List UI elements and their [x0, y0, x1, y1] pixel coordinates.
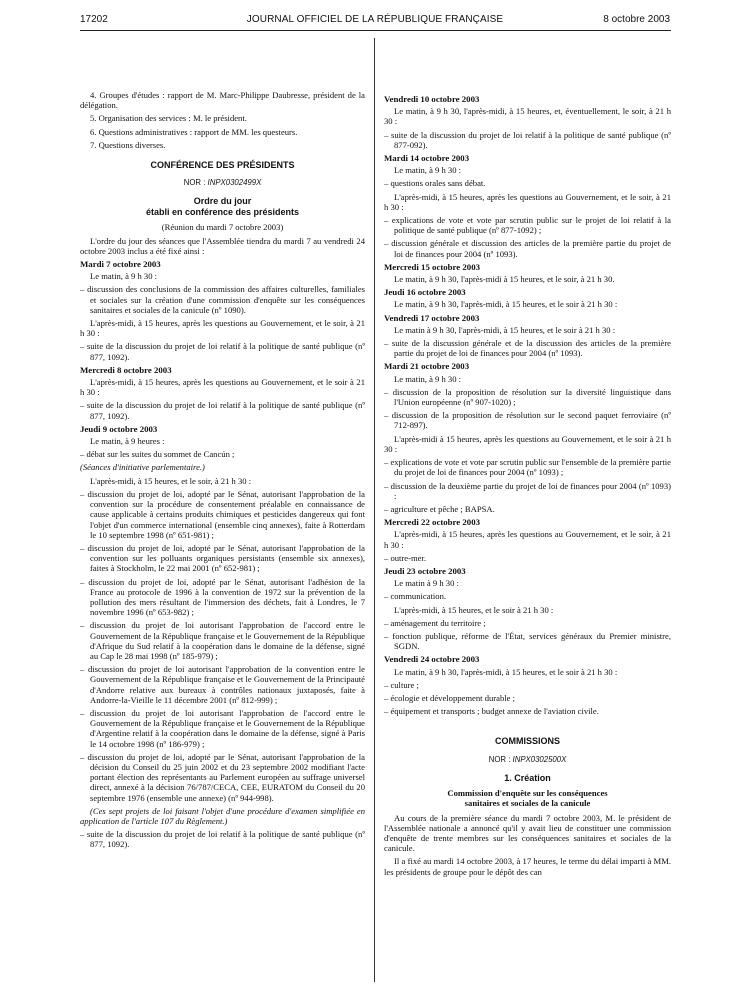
agenda-heading: [80, 196, 365, 217]
nor-code: INPX0302500X: [512, 754, 567, 764]
meeting-date: (Réunion du mardi 7 octobre 2003): [161, 222, 284, 233]
commission-heading: [384, 788, 671, 808]
intro-item: 7. Questions diverses.: [90, 139, 166, 150]
session-time: L'après-midi, à 15 heures, après les questions au Gouvernement, et le soir, à 21 h 30 :: [384, 191, 671, 212]
session-time: L'après-midi, à 15 heures, et le soir à 21 h 30 :: [394, 604, 554, 615]
session-time: L'après-midi, à 15 heures, après les questions au Gouvernement, et le soir à 21 h 30 :: [80, 377, 365, 398]
commission-heading-line1: Commission d'enquête sur les conséquences: [447, 788, 608, 799]
day-heading: Jeudi 16 octobre 2003: [384, 287, 466, 298]
header-rule: [80, 30, 671, 31]
nor-label: NOR :: [183, 178, 208, 188]
agenda-item: – aménagement du territoire ;: [384, 617, 486, 628]
agenda-item: – discussion générale et discussion des articles de la première partie du projet de loi de finances pour 2004 (nº 1093).: [384, 238, 671, 259]
session-time: Le matin à 9 h 30 :: [394, 578, 459, 589]
right-column: [384, 92, 671, 880]
agenda-item: – discussion du projet de loi, adopté par le Sénat, autorisant l'approbation de la convention sur la procédure de consentement préalable en connaissance de cause applicable à certains produits chimiques et pesticides dangereux qui font l'objet d'un commerce international (ensemble cinq annexes), faite à Rotterdam le 10 septembre 1998 (nº 651-981) ;: [80, 488, 365, 540]
session-time: Le matin, à 9 heures :: [90, 436, 165, 447]
session-time: L'après-midi, à 15 heures, après les questions au Gouvernement, et le soir, à 21 h 30 :: [80, 318, 365, 339]
day-heading: Vendredi 24 octobre 2003: [384, 654, 480, 665]
session-time: Le matin, à 9 h 30, l'après-midi, à 15 heures, et le soir à 21 h 30 :: [394, 299, 618, 310]
day-heading: Vendredi 10 octobre 2003: [384, 94, 480, 104]
agenda-item: – discussion de la proposition de résolution sur la diversité linguistique dans l'Union européenne (nº 907-1020) ;: [384, 386, 671, 408]
nor-code: INPX0302499X: [207, 178, 262, 188]
agenda-item: – questions orales sans débat.: [384, 178, 486, 189]
day-heading: Mardi 14 octobre 2003: [384, 153, 470, 164]
session-time: Le matin, à 9 h 30 :: [394, 165, 462, 176]
session-time: Le matin, à 9 h 30, l'après-midi, à 15 heures, et, éventuellement, le soir, à 21 h 30 :: [384, 106, 671, 127]
session-time: L'après-midi, à 15 heures, et le soir, à 21 h 30 :: [90, 475, 252, 486]
agenda-heading-line2: établi en conférence des présidents: [145, 206, 300, 217]
commission-heading-line2: sanitaires et sociales de la canicule: [464, 798, 591, 809]
journal-title: JOURNAL OFFICIEL DE LA RÉPUBLIQUE FRANÇAISE: [246, 14, 504, 25]
agenda-item: – écologie et développement durable ;: [384, 692, 516, 703]
issue-date: 8 octobre 2003: [603, 14, 670, 25]
agenda-item: – fonction publique, réforme de l'État, services généraux du Premier ministre, SGDN.: [384, 630, 671, 652]
intro-paragraph: L'ordre du jour des séances que l'Assemblée tiendra du mardi 7 au vendredi 24 octobre 2003 inclus a été fixé ainsi :: [80, 235, 365, 256]
nor-label: NOR :: [488, 754, 513, 764]
agenda-item: – discussion de la deuxième partie du projet de loi de finances pour 2004 (nº 1093) :: [384, 480, 671, 501]
section-title: CONFÉRENCE DES PRÉSIDENTS: [150, 160, 295, 171]
left-column: [80, 90, 365, 853]
day-heading: Jeudi 23 octobre 2003: [384, 565, 466, 576]
day-heading: Jeudi 9 octobre 2003: [80, 423, 158, 434]
column-divider: [374, 38, 375, 982]
page-header: [80, 14, 670, 30]
agenda-item: – suite de la discussion du projet de loi relatif à la politique de santé publique (nº 877, 1092).: [80, 341, 365, 362]
day-heading: Mercredi 15 octobre 2003: [384, 261, 481, 272]
agenda-item: – suite de la discussion du projet de loi relatif à la politique de santé publique (nº 877-092).: [384, 129, 671, 150]
agenda-heading-line1: Ordre du jour: [193, 196, 252, 207]
agenda-item: – explications de vote et vote par scrutin public sur l'ensemble de la première partie du projet de loi de finances pour 2004 (nº 1093) ;: [384, 457, 671, 478]
agenda-item: – discussion du projet de loi autorisant l'approbation de la convention entre le Gouvernement de la République française et le Gouvernement de la Principauté d'Andorre relative aux bureaux à contrôles nationaux juxtaposés, faite à Andorre-la-Vieille le 11 décembre 2001 (nº 812-999) ;: [80, 664, 365, 705]
agenda-item: – outre-mer.: [384, 552, 426, 563]
nor-reference: [80, 178, 365, 188]
day-heading: Mercredi 22 octobre 2003: [384, 517, 481, 528]
session-note: (Séances d'initiative parlementaire.): [80, 462, 205, 473]
agenda-item: – discussion des conclusions de la commission des affaires culturelles, familiales et sociales sur la création d'une commission d'enquête sur les conséquences sanitaires et sociales de la canicule (nº 1090).: [80, 284, 365, 315]
day-heading: Mardi 7 octobre 2003: [80, 259, 161, 270]
commissions-title: COMMISSIONS: [494, 736, 560, 747]
session-time: L'après-midi à 15 heures, après les questions au Gouvernement, et le soir à 21 h 30 :: [384, 433, 671, 454]
agenda-item: – suite de la discussion du projet de loi relatif à la politique de santé publique (nº 877, 1092).: [80, 400, 365, 421]
day-heading: Vendredi 17 octobre 2003: [384, 312, 480, 323]
commissions-nor-reference: [384, 755, 671, 765]
agenda-item: – discussion du projet de loi autorisant l'approbation de l'accord entre le Gouvernement de la République française et le Gouvernement de la République d'Argentine relatif à la coopération dans le domaine de la défense, signé à Paris le 14 octobre 1998 (nº 186-979) ;: [80, 707, 365, 749]
session-time: Le matin, à 9 h 30, l'après-midi à 15 heures, et le soir, à 21 h 30.: [394, 274, 615, 285]
session-time: Le matin à 9 h 30, l'après-midi, à 15 heures, et le soir à 21 h 30 :: [394, 324, 616, 335]
session-time: Le matin, à 9 h 30 :: [90, 271, 158, 282]
agenda-item: – discussion du projet de loi, adopté par le Sénat, autorisant l'adhésion de la France au protocole de 1996 à la convention de 1972 sur la prévention de la pollution des mers résultant de l'immersion des déchets, fait à Londres, le 7 novembre 1996 (nº 653-982) ;: [80, 576, 365, 618]
procedure-note: (Ces sept projets de loi faisant l'objet d'une procédure d'examen simplifiée en application de l'article 107 du Règlement.): [80, 805, 365, 826]
intro-item: 6. Questions administratives : rapport de MM. les questeurs.: [90, 126, 298, 137]
body-paragraph: Il a fixé au mardi 14 octobre 2003, à 17 heures, le terme du délai imparti à MM. les présidents de groupe pour le dépôt des can: [384, 856, 671, 877]
session-time: L'après-midi, à 15 heures, après les questions au Gouvernement, et le soir, à 21 h 30 :: [384, 529, 671, 550]
body-paragraph: Au cours de la première séance du mardi 7 octobre 2003, M. le président de l'Assemblée nationale a annoncé qu'il y avait lieu de constituer une commission d'enquête de trente membres sur les conséquences sanitaires et sociales de la canicule.: [384, 812, 671, 854]
agenda-item: – débat sur les suites du sommet de Cancún ;: [80, 449, 235, 460]
session-time: Le matin, à 9 h 30 :: [394, 373, 462, 384]
agenda-item: – suite de la discussion du projet de loi relatif à la politique de santé publique (nº 877, 1092).: [80, 829, 365, 850]
subsection-title: 1. Création: [504, 772, 551, 783]
agenda-item: – suite de la discussion générale et de la discussion des articles de la première partie du projet de loi de finances pour 2004 (nº 1093).: [384, 338, 671, 359]
agenda-item: – discussion de la proposition de résolution sur le second paquet ferroviaire (nº 712-897).: [384, 410, 671, 431]
agenda-item: – équipement et transports ; budget annexe de l'aviation civile.: [384, 706, 599, 717]
agenda-item: – discussion du projet de loi, adopté par le Sénat, autorisant l'approbation de la convention sur les polluants organiques persistants (ensemble six annexes), faites à Stockholm, le 22 mai 2001 (nº 652-981) ;: [80, 542, 365, 574]
day-heading: Mercredi 8 octobre 2003: [80, 364, 172, 375]
agenda-item: – agriculture et pêche ; BAPSA.: [384, 503, 495, 514]
agenda-item: – explications de vote et vote par scrutin public sur le projet de loi relatif à la politique de santé publique (nº 877-1092) ;: [384, 215, 671, 236]
agenda-item: – culture ;: [384, 679, 419, 690]
agenda-item: – communication.: [384, 591, 447, 602]
session-time: Le matin, à 9 h 30, l'après-midi, à 15 heures, et le soir à 21 h 30 :: [394, 666, 618, 677]
agenda-item: – discussion du projet de loi, adopté par le Sénat, autorisant l'approbation de la décision du Conseil du 25 juin 2002 et du 23 septembre 2002 modifiant l'acte portant élection des représentants au Parlement européen au suffrage universel direct, annexé à la décision 76/787/CECA, CEE, EURATOM du Conseil du 20 septembre 1976 (ensemble une annexe) (nº 944-998).: [80, 751, 365, 803]
page-number: 17202: [80, 14, 108, 25]
agenda-item: – discussion du projet de loi autorisant l'approbation de l'accord entre le Gouvernement de la République française et le Gouvernement de la République d'Afrique du Sud relatif à la coopération dans le domaine de la défense, signé au Cap le 28 mai 1998 (nº 185-979) ;: [80, 620, 365, 661]
intro-item: 5. Organisation des services : M. le président.: [90, 113, 247, 124]
intro-item: 4. Groupes d'études : rapport de M. Marc-Philippe Daubresse, président de la délégation.: [80, 90, 365, 111]
day-heading: Mardi 21 octobre 2003: [384, 361, 470, 372]
